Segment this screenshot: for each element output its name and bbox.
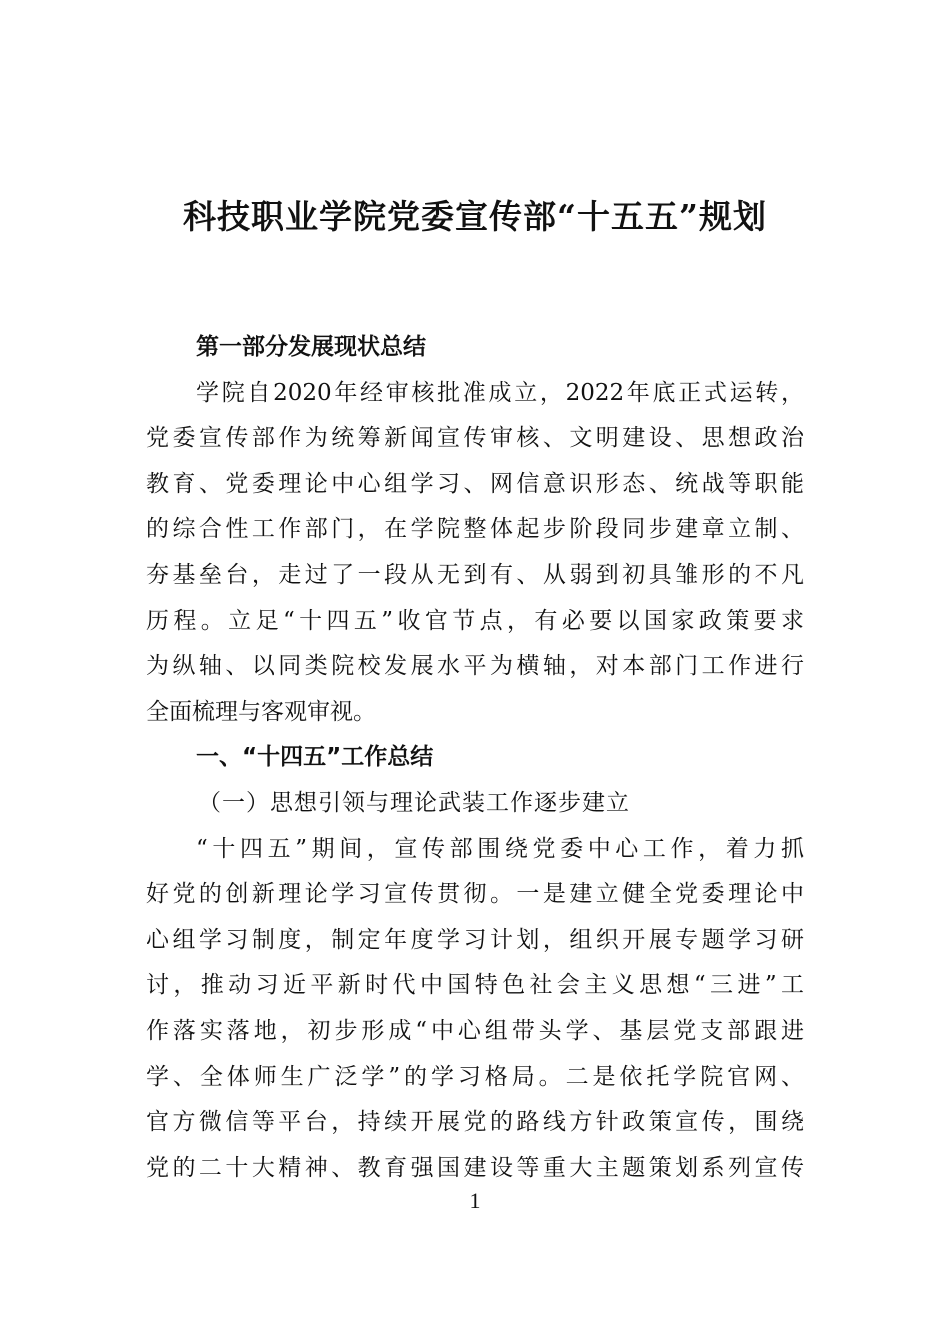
paragraph-line: 作落实落地，初步形成“中心组带头学、基层党支部跟进 [146, 1017, 804, 1044]
paragraph-line: 讨，推动习近平新时代中国特色社会主义思想“三进”工 [146, 972, 804, 999]
paragraph-line: 党委宣传部作为统筹新闻宣传审核、文明建设、思想政治 [146, 425, 804, 452]
paragraph-line: 心组学习制度，制定年度学习计划，组织开展专题学习研 [146, 926, 804, 953]
paragraph-line: 学、全体师生广泛学”的学习格局。二是依托学院官网、 [146, 1063, 804, 1090]
document-title: 科技职业学院党委宣传部“十五五”规划 [183, 197, 767, 236]
paragraph-line: “十四五”期间，宣传部围绕党委中心工作，着力抓 [196, 835, 804, 862]
document-body [146, 325, 804, 1191]
paragraph-line: 好党的创新理论学习宣传贯彻。一是建立健全党委理论中 [146, 881, 804, 908]
paragraph-line: 为纵轴、以同类院校发展水平为横轴，对本部门工作进行 [146, 653, 804, 680]
paragraph-line: 学院自2020年经审核批准成立，2022年底正式运转， [196, 379, 804, 406]
paragraph-line: 教育、党委理论中心组学习、网信意识形态、统战等职能 [146, 470, 804, 497]
section-heading-part-one: 第一部分发展现状总结 [196, 334, 426, 360]
section-heading-summary: 一、“十四五”工作总结 [196, 744, 434, 771]
paragraph-line: 全面梳理与客观审视。 [146, 698, 376, 725]
paragraph-line: 历程。立足“十四五”收官节点，有必要以国家政策要求 [146, 607, 804, 634]
paragraph-line: 党的二十大精神、教育强国建设等重大主题策划系列宣传 [146, 1154, 804, 1181]
subsection-heading: （一）思想引领与理论武装工作逐步建立 [198, 789, 630, 816]
page-number: 1 [469, 1188, 481, 1213]
paragraph-line: 官方微信等平台，持续开展党的路线方针政策宣传，围绕 [146, 1109, 804, 1136]
paragraph-line: 的综合性工作部门，在学院整体起步阶段同步建章立制、 [146, 516, 804, 543]
paragraph-line: 夯基垒台，走过了一段从无到有、从弱到初具雏形的不凡 [146, 561, 804, 588]
